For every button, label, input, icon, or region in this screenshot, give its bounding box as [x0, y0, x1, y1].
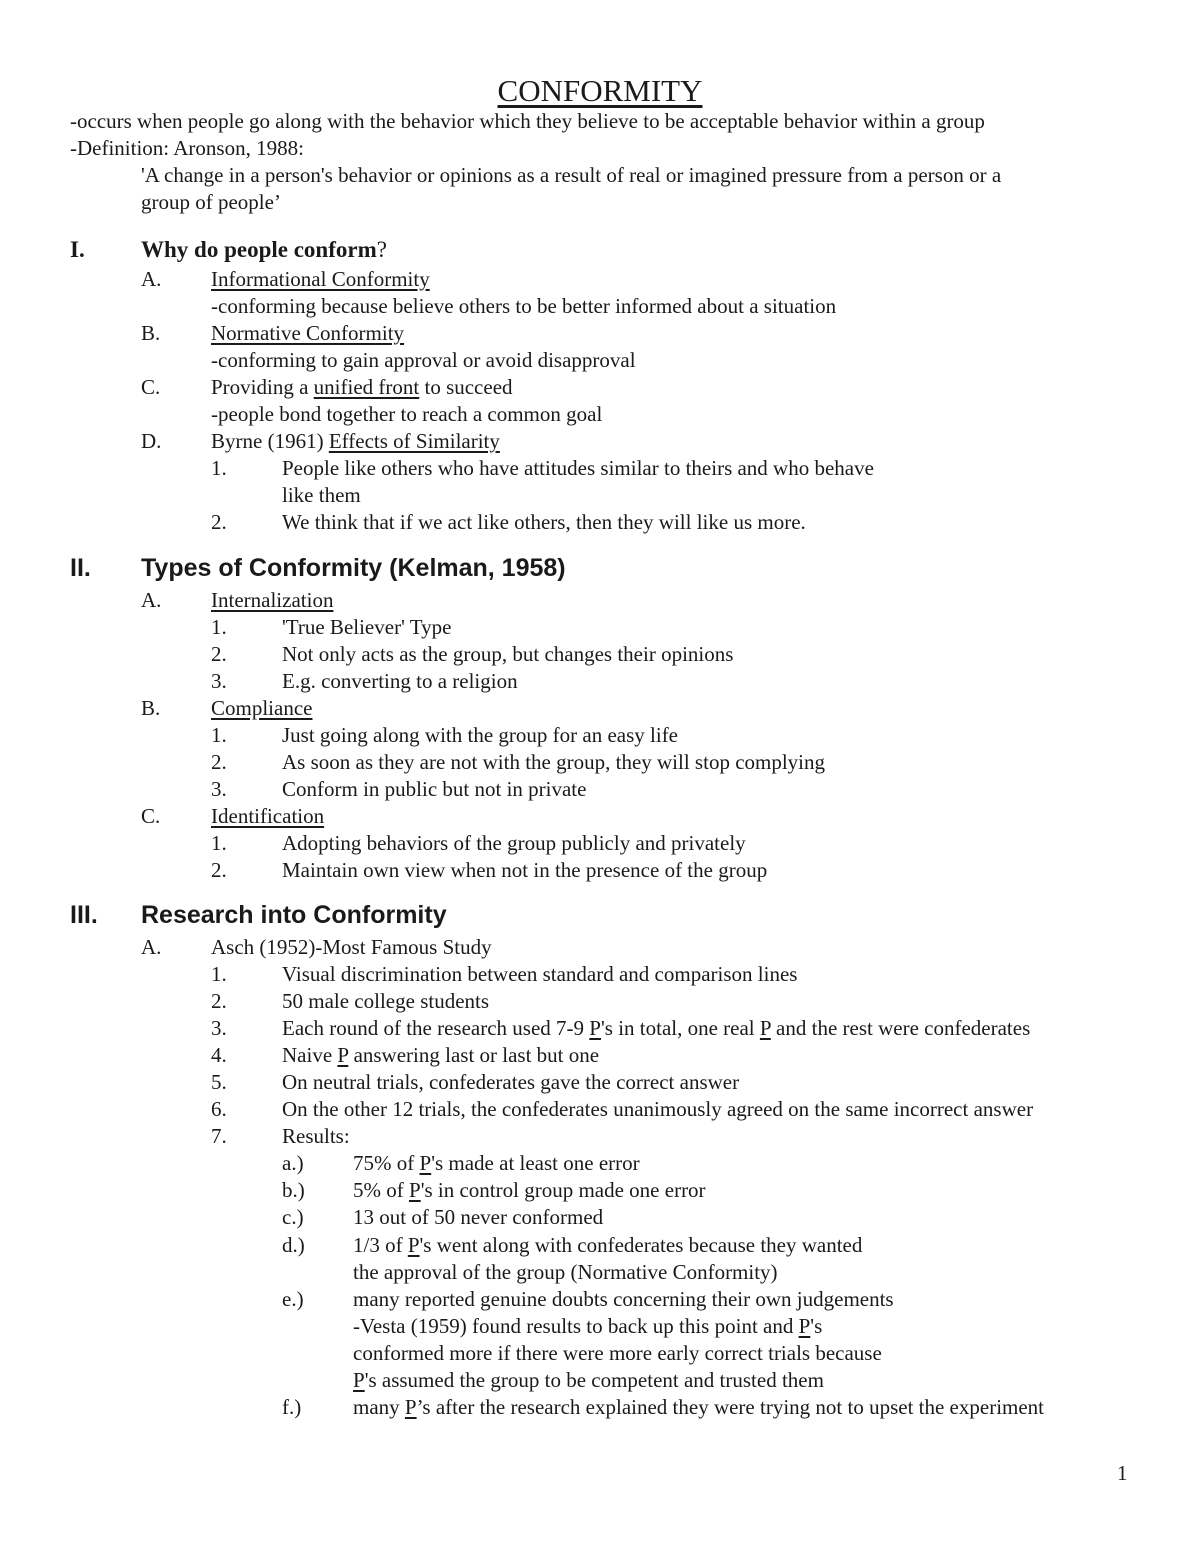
- list-item: 'True Believer' Type: [282, 615, 452, 639]
- list-number: 2.: [211, 750, 227, 774]
- list-item: We think that if we act like others, then they will like us more.: [282, 510, 806, 534]
- list-number: 3.: [211, 777, 227, 801]
- subheading-informational-conformity: Informational Conformity: [211, 267, 430, 291]
- outline-label: B.: [141, 696, 161, 720]
- list-number: 1.: [211, 615, 227, 639]
- subheading-identification: Identification: [211, 804, 325, 828]
- sub-label: f.): [282, 1395, 302, 1419]
- list-item: On neutral trials, confederates gave the correct answer: [282, 1070, 740, 1094]
- list-number: 2.: [211, 510, 227, 534]
- result-item: 5% of P's in control group made one error: [353, 1178, 706, 1202]
- list-number: 1.: [211, 456, 227, 480]
- result-item: 75% of P's made at least one error: [353, 1151, 640, 1175]
- list-number: 1.: [211, 962, 227, 986]
- intro-line-2: -Definition: Aronson, 1988:: [70, 136, 304, 160]
- result-item: 1/3 of P's went along with confederates because they wanted: [353, 1233, 863, 1257]
- list-item: Naive P answering last or last but one: [282, 1043, 600, 1067]
- list-item: Each round of the research used 7-9 P's in total, one real P and the rest were confederates: [282, 1016, 1031, 1040]
- list-item: People like others who have attitudes similar to theirs and who behave: [282, 456, 874, 480]
- list-number: 4.: [211, 1043, 227, 1067]
- sub-label: e.): [282, 1287, 304, 1311]
- sub-label: b.): [282, 1178, 305, 1202]
- list-number: 3.: [211, 1016, 227, 1040]
- text-line: -conforming to gain approval or avoid disapproval: [211, 348, 636, 372]
- section-3-heading: Research into Conformity: [141, 901, 447, 929]
- list-item: Not only acts as the group, but changes their opinions: [282, 642, 734, 666]
- section-1-heading: Why do people conform?: [141, 237, 387, 262]
- text-line: -people bond together to reach a common goal: [211, 402, 603, 426]
- outline-label: C.: [141, 804, 161, 828]
- sub-label: d.): [282, 1233, 305, 1257]
- page-number: 1: [1117, 1461, 1128, 1485]
- list-number: 2.: [211, 989, 227, 1013]
- subheading-effects-of-similarity: Byrne (1961) Effects of Similarity: [211, 429, 500, 453]
- page-title: CONFORMITY: [497, 73, 703, 108]
- section-2-number: II.: [70, 554, 91, 582]
- list-item: Results:: [282, 1124, 350, 1148]
- subheading-compliance: Compliance: [211, 696, 313, 720]
- list-item: Maintain own view when not in the presence of the group: [282, 858, 768, 882]
- list-number: 1.: [211, 723, 227, 747]
- list-item: On the other 12 trials, the confederates unanimously agreed on the same incorrect answer: [282, 1097, 1034, 1121]
- list-number: 1.: [211, 831, 227, 855]
- subheading-asch-study: Asch (1952)-Most Famous Study: [211, 935, 492, 959]
- list-item: 50 male college students: [282, 989, 490, 1013]
- subheading-normative-conformity: Normative Conformity: [211, 321, 405, 345]
- section-2-heading: Types of Conformity (Kelman, 1958): [141, 554, 566, 582]
- list-item: Adopting behaviors of the group publicly and privately: [282, 831, 746, 855]
- list-item: As soon as they are not with the group, they will stop complying: [282, 750, 826, 774]
- list-number: 7.: [211, 1124, 227, 1148]
- sub-label: c.): [282, 1205, 304, 1229]
- result-item-continuation: the approval of the group (Normative Conformity): [353, 1260, 778, 1284]
- outline-label: D.: [141, 429, 162, 453]
- list-item: E.g. converting to a religion: [282, 669, 518, 693]
- result-item: many P’s after the research explained they were trying not to upset the experiment: [353, 1395, 1045, 1419]
- list-item-continuation: like them: [282, 483, 361, 507]
- section-3-number: III.: [70, 901, 98, 929]
- definition-quote-line-2: group of people’: [141, 190, 281, 214]
- text-line: -conforming because believe others to be better informed about a situation: [211, 294, 837, 318]
- outline-label: A.: [141, 267, 162, 291]
- list-number: 6.: [211, 1097, 227, 1121]
- outline-label: C.: [141, 375, 161, 399]
- list-item: Visual discrimination between standard and comparison lines: [282, 962, 798, 986]
- outline-label: A.: [141, 935, 162, 959]
- result-item-continuation: conformed more if there were more early correct trials because: [353, 1341, 882, 1365]
- list-item: Conform in public but not in private: [282, 777, 587, 801]
- list-number: 2.: [211, 858, 227, 882]
- list-number: 5.: [211, 1070, 227, 1094]
- subheading-unified-front: Providing a unified front to succeed: [211, 375, 513, 399]
- outline-label: A.: [141, 588, 162, 612]
- list-number: 2.: [211, 642, 227, 666]
- result-item-continuation: P's assumed the group to be competent and trusted them: [353, 1368, 824, 1392]
- outline-label: B.: [141, 321, 161, 345]
- sub-label: a.): [282, 1151, 304, 1175]
- definition-quote-line-1: 'A change in a person's behavior or opinions as a result of real or imagined pressure from a person or a: [141, 163, 1002, 187]
- section-1-number: I.: [70, 237, 85, 262]
- result-item: many reported genuine doubts concerning their own judgements: [353, 1287, 894, 1311]
- intro-line-1: -occurs when people go along with the behavior which they believe to be acceptable behavior within a group: [70, 109, 985, 133]
- result-item: 13 out of 50 never conformed: [353, 1205, 604, 1229]
- result-item-continuation: -Vesta (1959) found results to back up this point and P's: [353, 1314, 823, 1338]
- list-number: 3.: [211, 669, 227, 693]
- subheading-internalization: Internalization: [211, 588, 334, 612]
- list-item: Just going along with the group for an easy life: [282, 723, 679, 747]
